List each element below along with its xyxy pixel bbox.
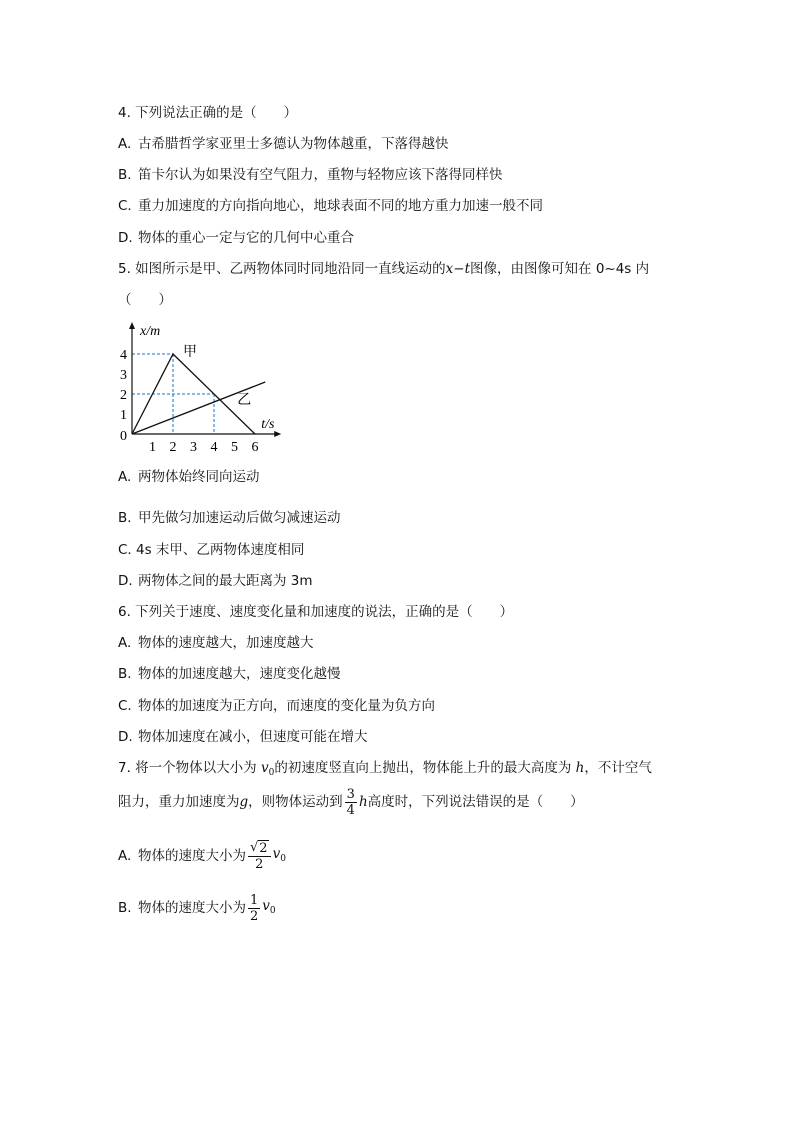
option-letter: B. — [118, 167, 132, 183]
x-axis-arrow — [274, 431, 281, 437]
option-letter: D. — [118, 230, 133, 246]
x-tick-label: 1 — [149, 440, 156, 455]
option-text: 物体的速度越大，加速度越大 — [138, 635, 314, 651]
y-tick-label: 4 — [120, 348, 127, 363]
option-text: 物体的速度大小为 — [138, 848, 246, 864]
sqrt-symbol: √ 2 — [250, 840, 268, 856]
q7-option-a — [118, 836, 286, 876]
q7-stem-part: ，不计空气 — [584, 760, 652, 776]
x-tick-label: 6 — [251, 440, 259, 455]
q5-stem-paren: （ ） — [118, 292, 172, 308]
radicand: 2 — [259, 841, 268, 856]
one-half-fraction — [248, 893, 260, 924]
x-axis-label: t/s — [261, 417, 275, 432]
option-text: 物体的加速度越大，速度变化越慢 — [138, 666, 341, 682]
v0-symbol — [261, 760, 274, 776]
v-letter: v — [260, 760, 269, 776]
x-tick-label: 2 — [169, 440, 177, 455]
v0-symbol — [273, 845, 286, 868]
y-axis-label: x/m — [140, 324, 161, 339]
option-letter: D. — [118, 573, 133, 589]
q7-stem-part: 阻力，重力加速度为 — [118, 794, 240, 810]
x-tick-label: 3 — [190, 440, 197, 455]
series-line — [132, 382, 265, 434]
option-letter: C. — [118, 698, 132, 714]
xt-graph — [112, 320, 302, 460]
option-text: 物体的加速度为正方向，而速度的变化量为负方向 — [138, 698, 435, 714]
option-letter: D. — [118, 729, 133, 745]
v-letter: v — [272, 845, 281, 862]
q7-stem-part: ，则物体运动到 — [248, 794, 343, 810]
q6-option-c — [118, 697, 435, 715]
q7-stem-line1 — [118, 759, 652, 782]
q7-stem-part: 高度时，下列说法错误的是（ ） — [367, 794, 584, 810]
h-symbol: h — [575, 760, 585, 776]
option-text: 物体加速度在减小，但速度可能在增大 — [138, 729, 368, 745]
q5-option-b — [118, 509, 341, 527]
q4-stem: 4. 下列说法正确的是（ ） — [118, 105, 298, 121]
fraction-denominator: 2 — [250, 908, 259, 924]
q6-option-b — [118, 665, 341, 683]
fraction-denominator: 2 — [255, 857, 264, 872]
option-letter: B. — [118, 510, 132, 526]
option-text: 两物体始终同向运动 — [138, 469, 260, 485]
x-tick-label: 4 — [210, 440, 218, 455]
option-letter: A. — [118, 635, 132, 651]
option-letter: A. — [118, 848, 132, 864]
q5-option-d — [118, 572, 313, 590]
q5-stem — [118, 260, 649, 278]
fraction-numerator — [248, 840, 271, 857]
g-symbol: g — [239, 794, 249, 810]
q4-option-b — [118, 166, 503, 184]
x-tick-label: 5 — [231, 440, 238, 455]
sqrt2-over-2-fraction — [248, 840, 271, 872]
option-text: 4s 末甲、乙两物体速度相同 — [136, 542, 305, 558]
y-axis-arrow — [129, 322, 135, 329]
y-tick-label: 1 — [120, 408, 127, 423]
v-letter: v — [262, 897, 270, 914]
three-quarters-fraction — [345, 787, 357, 818]
v-subscript: 0 — [280, 853, 286, 864]
option-text: 物体的重心一定与它的几何中心重合 — [138, 230, 354, 246]
fraction-numerator: 3 — [346, 786, 355, 802]
y-tick-label: 3 — [120, 368, 127, 383]
q7-stem-line2 — [118, 785, 584, 819]
option-text: 物体的速度大小为 — [138, 900, 246, 916]
q7-stem-part: 7. 将一个物体以大小为 — [118, 760, 261, 776]
q7-option-b — [118, 888, 276, 928]
v0-symbol — [262, 897, 275, 920]
q5-stem-post: 图像，由图像可知在 0~4s 内 — [470, 261, 650, 277]
fraction-numerator: 1 — [250, 892, 259, 908]
option-letter: B. — [118, 666, 132, 682]
series-label: 乙 — [237, 393, 252, 408]
q4-option-d — [118, 229, 354, 247]
fraction-denominator: 4 — [346, 802, 355, 818]
option-text: 重力加速度的方向指向地心，地球表面不同的地方重力加速一般不同 — [138, 198, 543, 214]
option-text: 笛卡尔认为如果没有空气阻力，重物与轻物应该下落得同样快 — [138, 167, 503, 183]
q5-stem-pre: 5. 如图所示是甲、乙两物体同时同地沿同一直线运动的 — [118, 261, 446, 277]
y-tick-label: 2 — [120, 388, 127, 403]
q5-stem-math: x−t — [445, 261, 471, 277]
q6-option-d — [118, 728, 368, 746]
option-letter: B. — [118, 900, 132, 916]
option-letter: A. — [118, 136, 132, 152]
q4-option-c — [118, 197, 543, 215]
option-letter: C. — [118, 198, 132, 214]
h-symbol: h — [358, 794, 368, 810]
option-text: 两物体之间的最大距离为 3m — [138, 573, 313, 589]
q6-stem: 6. 下列关于速度、速度变化量和加速度的说法，正确的是（ ） — [118, 604, 514, 620]
v-subscript: 0 — [268, 768, 275, 778]
q5-option-a — [118, 468, 260, 486]
q4-option-a — [118, 135, 449, 153]
series-label: 甲 — [183, 345, 197, 360]
option-letter: C. — [118, 542, 132, 558]
q6-option-a — [118, 634, 314, 652]
q5-option-c — [118, 541, 304, 559]
option-letter: A. — [118, 469, 132, 485]
q7-stem-part: 的初速度竖直向上抛出，物体能上升的最大高度为 — [274, 760, 576, 776]
option-text: 甲先做匀加速运动后做匀减速运动 — [138, 510, 341, 526]
option-text: 古希腊哲学家亚里士多德认为物体越重，下落得越快 — [138, 136, 449, 152]
origin-label: 0 — [120, 429, 127, 444]
v-subscript: 0 — [269, 905, 276, 916]
